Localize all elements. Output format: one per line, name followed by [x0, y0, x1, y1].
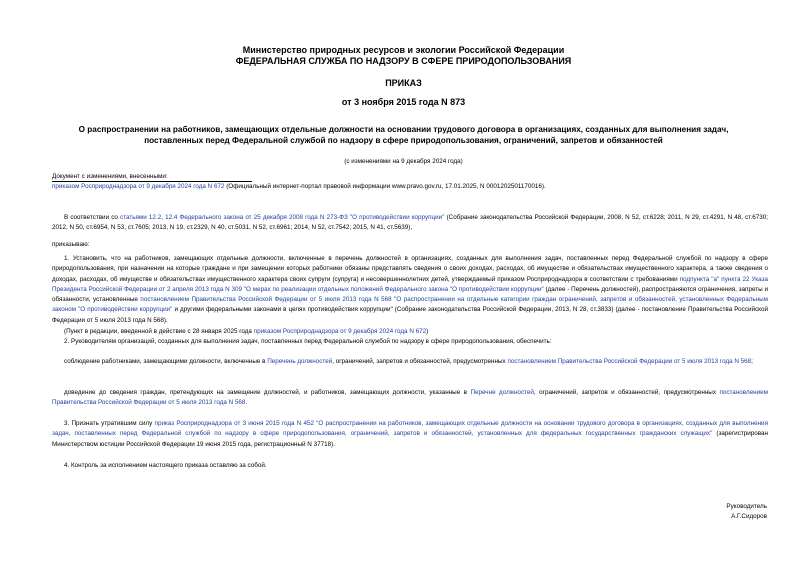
document-type: ПРИКАЗ: [385, 78, 422, 88]
amending-order-link[interactable]: приказом Росприроднадзора от 9 декабря 2024 года N 672: [52, 183, 225, 190]
preamble-paragraph: [52, 213, 768, 234]
signatory-name: А.Г.Сидоров: [731, 513, 767, 520]
p2b-text-c: .: [245, 399, 248, 407]
p1-note-b: ): [426, 328, 429, 335]
p1-text-a: 1. Установить, что на работников, замещающих отдельные должности, включенные в перечень должностей в организациях, созданных для выполнения задач, поставленных перед Федеральной службой по надзору в сфере природопользования, при назначении на которые граждане и при замещении которых работники обязаны представлять сведения о своих доходах, расходах, об имуществе и обязательствах имущественного характера, а также сведения о доходах, расходах, об имуществе и обязательствах имущественного характера своих супруги (супруга) и несовершеннолетних детей, утверждаемый приказом Росприроднадзора в соответствии с требованиями: [52, 255, 768, 283]
paragraph-2: 2. Руководителям организаций, созданных для выполнения задач, поставленных перед Федеральной службой по надзору в сфере природопользования, обеспечить:: [64, 338, 552, 345]
order-word: приказываю:: [52, 241, 90, 248]
signatory-role: Руководитель: [726, 503, 767, 510]
resolution-568-link-2[interactable]: постановлением Правительства Российской Федерации от 5 июля 2013 года N 568: [52, 389, 768, 407]
p2b-text-a: доведение до сведения граждан, претендующих на замещение должностей, и работников, замещающих должности, указанные в: [64, 389, 471, 396]
resolution-568-link[interactable]: постановлением Правительства Российской Федерации от 5 июля 2013 года N 568: [507, 358, 752, 365]
p2a-text-a: соблюдение работниками, замещающими должности, включенные в: [64, 358, 268, 365]
preamble-text-a: В соответствии со: [64, 214, 121, 221]
changes-label: Документ с изменениями, внесенными:: [52, 173, 168, 180]
paragraph-2b: [52, 388, 768, 409]
document-date-number: от 3 ноября 2015 года N 873: [341, 97, 466, 107]
repealed-order-link[interactable]: приказ Росприроднадзора от 3 июня 2015 года N 452 "О распространении на работников, замещающих отдельные должности на основании трудового договора в организациях, созданных для выполнения задач, поставленных перед Федеральной службой по надзору в сфере природопользования, ограничений, запретов и обязанностей, установленных для федеральных государственных гражданских служащих": [52, 420, 768, 438]
preamble-text-b: (Собрание законодательства Российской Федерации, 2008, N 52, ст.6228; 2011, N 29, ст.4291, N 48, ст.6730; 2012, N 50, ст.6954, N 53, ст.7605; 2013, N 19, ст.2329, N 40, ст.5031, N 52, ст.6961; 2014, N 52, ст.7542; 2015, N 41, ст.5639),: [52, 214, 768, 232]
changes-block: [52, 182, 772, 192]
document-title-line1: О распространении на работников, замещающих отдельные должности на основании трудового договора в организациях, созданных для выполнения задач,: [78, 125, 729, 134]
government-resolution-link[interactable]: постановлением Правительства Российской Федерации от 5 июля 2013 года N 568 "О распространении на отдельные категории граждан ограничений, запретов и обязанностей, установленных Федеральным законом "О противодействии коррупции": [52, 296, 769, 314]
positions-list-link-2[interactable]: Перечне должностей: [470, 389, 534, 396]
p2b-text-b: , ограничений, запретов и обязанностей, предусмотренных: [533, 389, 720, 396]
p3-text-a: 3. Признать утратившим силу: [64, 420, 155, 427]
paragraph-1: [52, 254, 768, 326]
presidential-decree-link[interactable]: подпункта "а" пункта 22 Указа Президента Российской Федерации от 2 апреля 2013 года N 309 "О мерах по реализации отдельных положений Федерального закона "О противодействии коррупции": [52, 275, 768, 293]
p1-text-b: (далее - Перечень должностей), распространяются ограничения, запреты и обязанности, установленные: [52, 285, 768, 304]
amending-order-note-link[interactable]: приказом Росприроднадзора от 9 декабря 2024 года N 672: [253, 328, 427, 335]
p3-text-b: (зарегистрирован Министерством юстиции Российской Федерации 19 июня 2015 года, регистрационный N 37718).: [52, 430, 768, 448]
paragraph-3: [52, 419, 768, 450]
service-name: ФЕДЕРАЛЬНАЯ СЛУЖБА ПО НАДЗОРУ В СФЕРЕ ПРИРОДОПОЛЬЗОВАНИЯ: [235, 56, 572, 66]
paragraph-1-note: [64, 327, 768, 337]
paragraph-2a: [52, 357, 768, 367]
p1-note-a: (Пункт в редакции, введенной в действие с 28 января 2025 года: [64, 328, 254, 335]
changes-note: (с изменениями на 9 декабря 2024 года): [344, 158, 463, 165]
paragraph-4: 4. Контроль за исполнением настоящего приказа оставляю за собой.: [64, 462, 267, 469]
positions-list-link[interactable]: Перечень должностей: [267, 358, 333, 365]
document-title-line2: поставленных перед Федеральной службой по надзору в сфере природопользования, ограничений, запретов и обязанностей: [144, 136, 663, 145]
p2a-text-c: ;: [751, 358, 753, 365]
changes-rest: (Официальный интернет-портал правовой информации www.pravo.gov.ru, 17.01.2025, N 0001202501170016).: [224, 183, 546, 190]
p2a-text-b: , ограничений, запретов и обязанностей, предусмотренных: [332, 358, 508, 365]
federal-law-link[interactable]: статьями 12.2, 12.4 Федерального закона от 25 декабря 2008 года N 273-ФЗ "О противодействии коррупции": [120, 214, 445, 221]
p1-text-c: и другими федеральными законами в целях противодействия коррупции" (Собрание законодательства Российской Федерации, 2013, N 28, ст.3833) (далее - постановление Правительства Российской Федерации от 5 июля 2013 года N 568).: [52, 306, 769, 324]
ministry-name: Министерство природных ресурсов и экологии Российской Федерации: [242, 45, 565, 55]
